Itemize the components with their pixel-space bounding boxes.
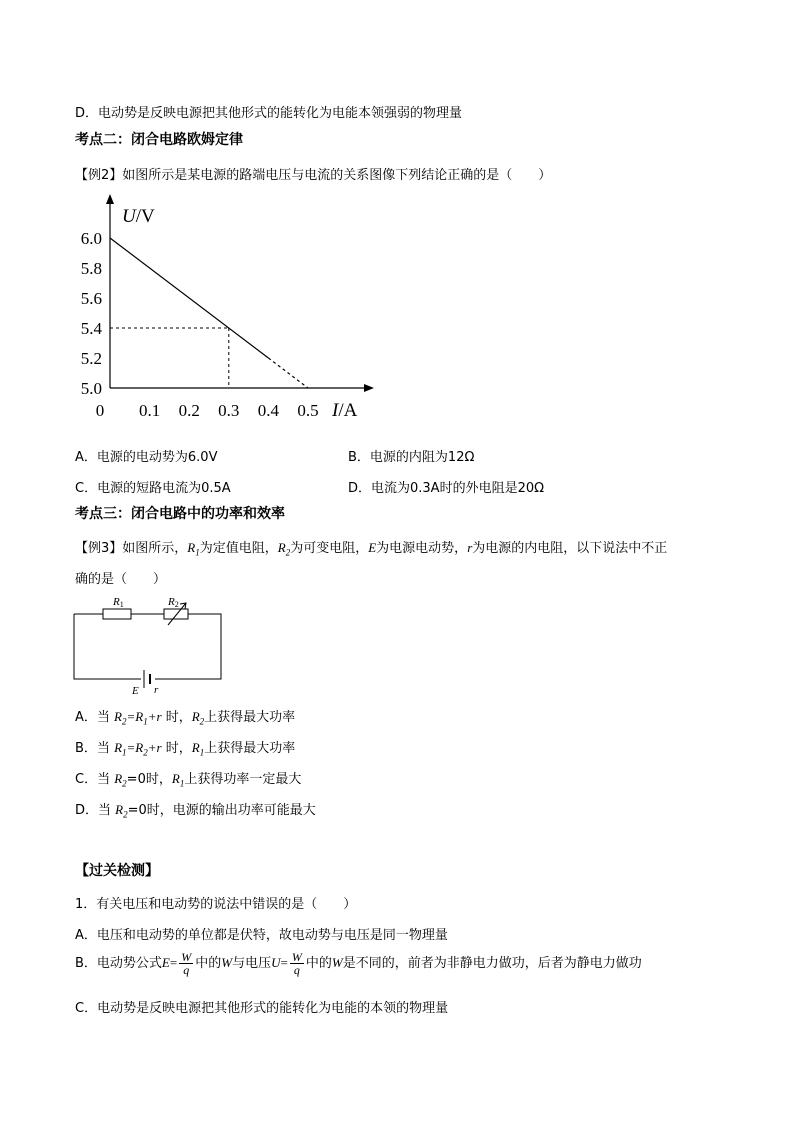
example-3-stem-line1: 【例3】如图所示，$R_1$为定值电阻，$R_2$为可变电阻，E为电源电动势，r为电源的内电阻，以下说法中不正 xyxy=(75,540,668,558)
svg-text:r: r xyxy=(154,684,159,696)
y-tick-label: 5.2 xyxy=(80,349,102,368)
check-question-1-option-a: A．电压和电动势的单位都是伏特，故电动势与电压是同一物理量 xyxy=(75,928,448,943)
section-2-title: 考点二：闭合电路欧姆定律 xyxy=(75,132,243,148)
x-tick-label: 0.3 xyxy=(218,401,240,420)
check-question-1: 1．有关电压和电动势的说法中错误的是（ ） xyxy=(75,897,357,912)
ui-chart xyxy=(80,190,375,435)
example-3-option-d: D．当 $R_2=0$时，电源的输出功率可能最大 xyxy=(75,802,316,820)
series-line-extension xyxy=(268,358,308,388)
section-3-title: 考点三：闭合电路中的功率和效率 xyxy=(75,506,285,522)
svg-text:R2: R2 xyxy=(168,596,179,609)
series-line xyxy=(110,238,268,358)
x-tick-label: 0.2 xyxy=(178,401,200,420)
fraction-w-over-q: $\frac{W}{q}$ xyxy=(181,950,192,977)
resistor-r1 xyxy=(103,609,131,619)
example-3-option-b: B．当 $R_1=R_2+r$ 时，$R_1$上获得最大功率 xyxy=(75,740,296,758)
y-tick-label: 5.8 xyxy=(80,259,102,278)
svg-text:E: E xyxy=(132,685,139,697)
svg-text:R1: R1 xyxy=(113,596,124,609)
circuit-diagram xyxy=(70,592,230,697)
y-tick-label: 6.0 xyxy=(80,229,102,248)
y-axis-label: U/V xyxy=(122,206,155,227)
y-tick-label: 5.0 xyxy=(80,379,102,398)
check-question-1-option-b: B．电动势公式E= $\frac{W}{q}$ 中的W与电压U= $\frac{W}{q}$ 中的W是不同的，前者为非静电力做功，后者为静电力做功 xyxy=(75,950,642,977)
resistor-r2 xyxy=(164,609,188,619)
example-2-option-c: C．电源的短路电流为0.5A xyxy=(75,481,231,496)
prev-question-option-d: D．电动势是反映电源把其他形式的能转化为电能本领强弱的物理量 xyxy=(75,106,463,121)
example-2-option-a: A．电源的电动势为6.0V xyxy=(75,450,218,465)
fraction-w-over-q: $\frac{W}{q}$ xyxy=(291,950,302,977)
y-axis-arrow xyxy=(106,194,114,204)
x-tick-label: 0.1 xyxy=(138,401,161,420)
x-tick-label: 0.5 xyxy=(297,401,319,420)
example-2-option-d: D．电流为0.3A时的外电阻是20Ω xyxy=(348,481,545,496)
check-section-title: 【过关检测】 xyxy=(75,863,159,879)
example-2-option-b: B．电源的内阻为12Ω xyxy=(348,450,475,465)
x-tick-label: 0.4 xyxy=(257,401,280,420)
example-3-option-a: A．当 $R_2=R_1+r$ 时，$R_2$上获得最大功率 xyxy=(75,709,296,727)
check-question-1-option-c: C．电动势是反映电源把其他形式的能转化为电能的本领的物理量 xyxy=(75,1001,449,1016)
x-axis-label: I/A xyxy=(332,400,358,421)
x-tick-label: 0 xyxy=(95,401,105,420)
y-tick-label: 5.4 xyxy=(80,319,102,338)
example-2-stem: 【例2】如图所示是某电源的路端电压与电流的关系图像下列结论正确的是（ ） xyxy=(75,168,552,183)
example-3-stem-line2: 确的是（ ） xyxy=(75,572,167,587)
example-3-option-c: C．当 $R_2=0$时，$R_1$上获得功率一定最大 xyxy=(75,771,302,789)
y-tick-label: 5.6 xyxy=(80,289,102,308)
x-axis-arrow xyxy=(364,384,374,392)
